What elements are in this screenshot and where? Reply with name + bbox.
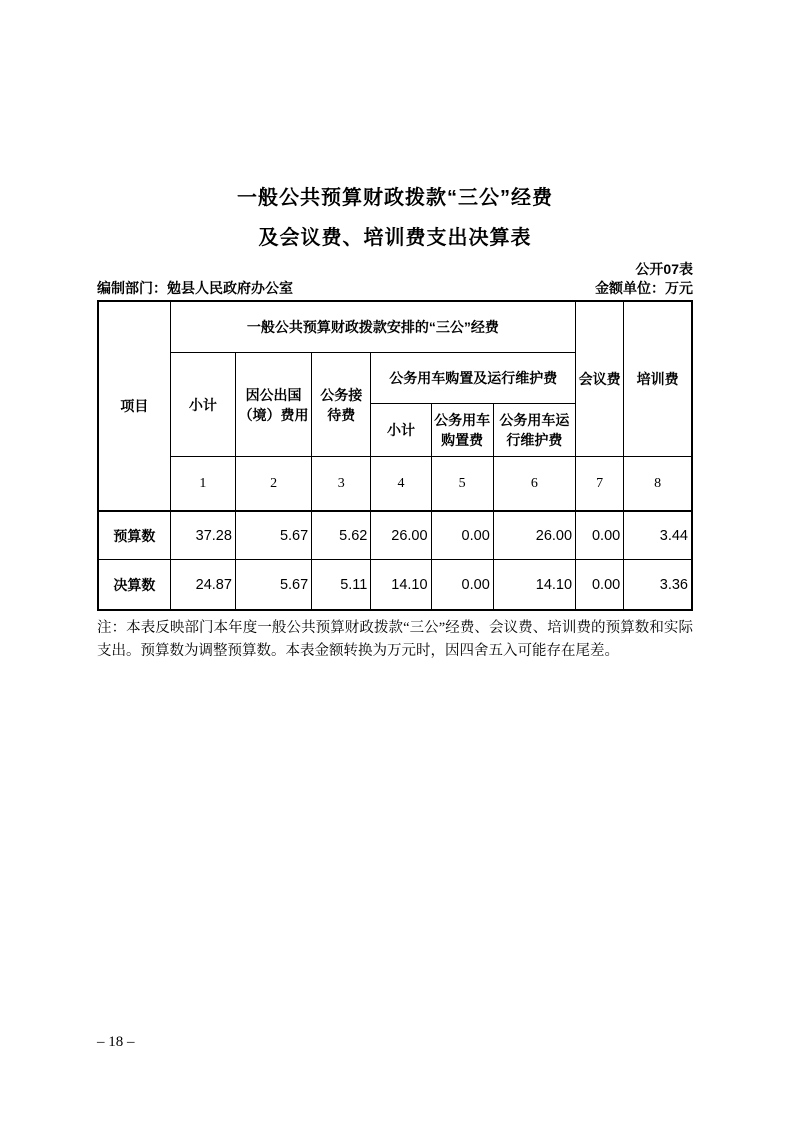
page-number: – 18 – bbox=[97, 1034, 135, 1050]
header-item: 项目 bbox=[98, 301, 170, 511]
header-vehicle-subtotal: 小计 bbox=[371, 404, 431, 457]
final-reception: 5.11 bbox=[312, 560, 371, 611]
budget-abroad: 5.67 bbox=[235, 511, 311, 560]
index-cell-2: 2 bbox=[235, 457, 311, 512]
budget-vehicle-subtotal: 26.00 bbox=[371, 511, 431, 560]
header-group-sangong: 一般公共预算财政拨款安排的“三公”经费 bbox=[170, 301, 575, 353]
index-cell-7: 7 bbox=[576, 457, 624, 512]
budget-meeting: 0.00 bbox=[576, 511, 624, 560]
row-label-budget: 预算数 bbox=[98, 511, 170, 560]
header-row-group bbox=[98, 301, 692, 353]
table-code-label: 公开07表 bbox=[635, 261, 693, 277]
index-cell-8: 8 bbox=[624, 457, 692, 512]
budget-vehicle-maintenance: 26.00 bbox=[493, 511, 575, 560]
budget-vehicle-purchase: 0.00 bbox=[431, 511, 493, 560]
final-abroad: 5.67 bbox=[235, 560, 311, 611]
row-label-final: 决算数 bbox=[98, 560, 170, 611]
table-row-final bbox=[98, 560, 692, 611]
amount-unit-label: 金额单位：万元 bbox=[595, 280, 693, 296]
title-line-2: 及会议费、培训费支出决算表 bbox=[258, 227, 532, 249]
prepared-by-label: 编制部门：勉县人民政府办公室 bbox=[97, 280, 293, 296]
table-meta-row bbox=[97, 280, 693, 297]
budget-reception: 5.62 bbox=[312, 511, 371, 560]
header-subtotal: 小计 bbox=[170, 353, 235, 457]
header-group-vehicle: 公务用车购置及运行维护费 bbox=[371, 353, 576, 404]
budget-training: 3.44 bbox=[624, 511, 692, 560]
budget-table bbox=[97, 300, 693, 611]
final-sangong-subtotal: 24.87 bbox=[170, 560, 235, 611]
header-reception: 公务接待费 bbox=[312, 353, 371, 457]
header-vehicle-purchase: 公务用车购置费 bbox=[431, 404, 493, 457]
budget-sangong-subtotal: 37.28 bbox=[170, 511, 235, 560]
final-vehicle-maintenance: 14.10 bbox=[493, 560, 575, 611]
final-vehicle-purchase: 0.00 bbox=[431, 560, 493, 611]
column-index-row bbox=[98, 457, 692, 512]
index-cell-5: 5 bbox=[431, 457, 493, 512]
final-vehicle-subtotal: 14.10 bbox=[371, 560, 431, 611]
page-title bbox=[97, 178, 693, 258]
index-cell-4: 4 bbox=[371, 457, 431, 512]
table-row-budget bbox=[98, 511, 692, 560]
final-training: 3.36 bbox=[624, 560, 692, 611]
index-cell-1: 1 bbox=[170, 457, 235, 512]
page-content bbox=[97, 178, 693, 663]
final-meeting: 0.00 bbox=[576, 560, 624, 611]
title-line-1: 一般公共预算财政拨款“三公”经费 bbox=[237, 187, 553, 209]
header-abroad: 因公出国（境）费用 bbox=[235, 353, 311, 457]
header-training: 培训费 bbox=[624, 301, 692, 457]
header-vehicle-maintenance: 公务用车运行维护费 bbox=[493, 404, 575, 457]
index-cell-6: 6 bbox=[493, 457, 575, 512]
table-note: 注：本表反映部门本年度一般公共预算财政拨款“三公”经费、会议费、培训费的预算数和实际支出。预算数为调整预算数。本表金额转换为万元时，因四舍五入可能存在尾差。 bbox=[97, 620, 693, 659]
header-meeting: 会议费 bbox=[576, 301, 624, 457]
index-cell-3: 3 bbox=[312, 457, 371, 512]
